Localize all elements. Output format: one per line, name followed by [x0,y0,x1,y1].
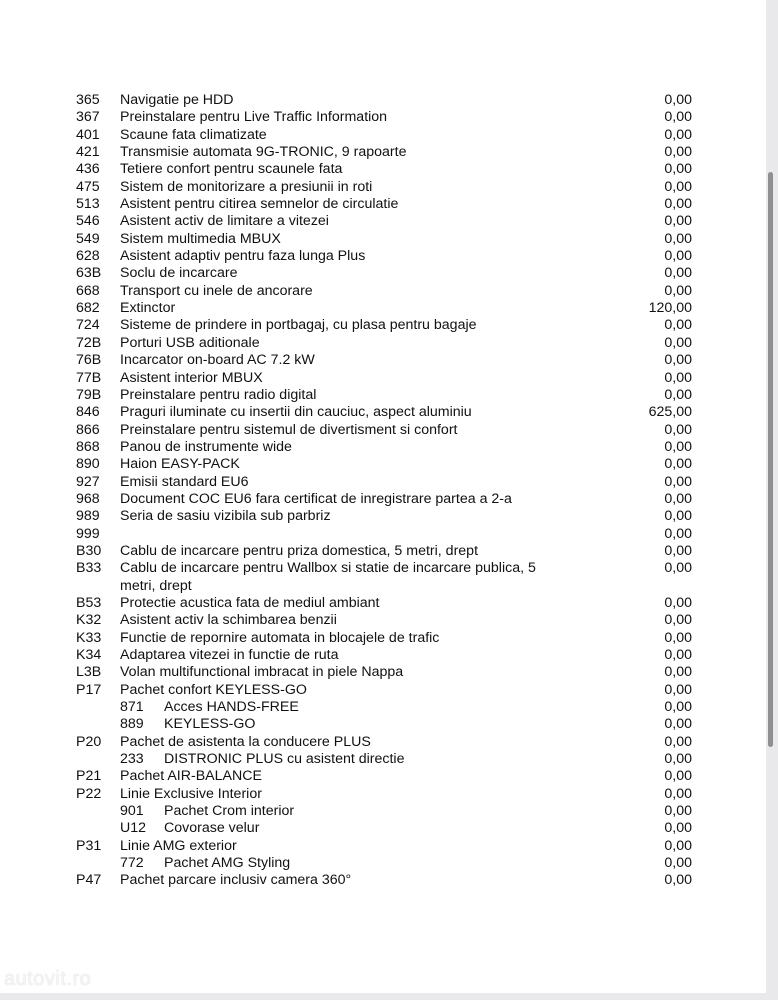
option-row [76,855,692,872]
option-price: 0,00 [664,681,692,698]
option-price: 0,00 [664,178,692,195]
option-price: 0,00 [664,473,692,490]
option-code: 63B [76,265,102,282]
option-code: 989 [76,508,100,525]
sub-option-label: Covorase velur [164,820,260,837]
option-code: 513 [76,196,100,213]
option-code: 76B [76,352,102,369]
option-description: Document COC EU6 fara certificat de inregistrare partea a 2-a [120,490,512,507]
option-row [76,612,692,629]
option-row [76,508,692,525]
option-description [120,526,692,543]
option-price: 0,00 [664,560,692,577]
sub-option-code: 901 [120,803,144,820]
sub-option-label: Pachet AMG Styling [164,855,291,872]
option-price: 0,00 [664,664,692,681]
option-code: B30 [76,542,102,559]
option-price: 0,00 [664,421,692,438]
option-row [76,647,692,664]
option-description: Praguri iluminate cu insertii din cauciuc, aspect aluminiu [120,404,472,421]
option-code [76,699,120,716]
option-price: 0,00 [664,542,692,559]
option-row [76,595,692,612]
option-price: 0,00 [664,716,692,733]
option-price: 0,00 [664,612,692,629]
option-code: 421 [76,144,100,161]
option-price: 0,00 [664,369,692,386]
option-price: 0,00 [664,438,692,455]
option-code: B53 [76,594,102,611]
option-description: Pachet confort KEYLESS-GO [120,681,307,698]
option-price: 0,00 [664,248,692,265]
option-price: 0,00 [664,282,692,299]
sub-option-code: 871 [120,699,144,716]
option-row [76,422,692,439]
option-code: 927 [76,473,100,490]
sub-option-label: DISTRONIC PLUS cu asistent directie [164,751,405,768]
option-price: 0,00 [664,820,692,837]
option-description: Linie Exclusive Interior [120,785,262,802]
option-row [76,456,692,473]
option-code: 682 [76,300,100,317]
option-code: K34 [76,647,102,663]
option-description: Soclu de incarcare [120,265,238,282]
option-description [120,803,692,820]
option-code [76,716,120,733]
option-code: 546 [76,213,100,230]
option-code: 436 [76,161,100,178]
option-description: Haion EASY-PACK [120,456,240,473]
option-row [76,144,692,161]
option-row [76,803,692,820]
option-code: K33 [76,629,102,646]
option-code: P31 [76,837,102,854]
option-row [76,109,692,126]
option-code: P21 [76,768,102,785]
option-code: 724 [76,317,100,334]
option-description: Panou de instrumente wide [120,438,292,455]
option-row [76,92,692,109]
option-description [120,716,692,733]
option-code: 72B [76,334,102,351]
option-row [76,560,692,595]
option-price: 0,00 [664,161,692,178]
option-price: 0,00 [664,265,692,282]
option-code: 968 [76,490,100,507]
option-row [76,664,692,681]
option-price: 0,00 [664,456,692,473]
option-row [76,439,692,456]
option-row [76,716,692,733]
option-row [76,786,692,803]
option-description [120,820,692,837]
option-price: 0,00 [664,629,692,646]
option-code [76,803,120,820]
sub-option-code: 233 [120,751,144,768]
option-price: 120,00 [648,300,692,317]
option-code: 367 [76,109,100,126]
options-list [76,92,692,890]
option-description: Asistent pentru citirea semnelor de circulatie [120,196,399,213]
option-description: Preinstalare pentru radio digital [120,386,317,403]
option-description: Porturi USB aditionale [120,334,260,351]
option-description: Navigatie pe HDD [120,92,234,108]
option-price: 625,00 [648,404,692,421]
option-price: 0,00 [664,213,692,230]
option-description [120,751,692,768]
option-row [76,734,692,751]
option-row [76,231,692,248]
option-row [76,335,692,352]
sub-option-code: 772 [120,855,144,872]
option-row [76,283,692,300]
option-description: Sistem de monitorizare a presiunii in roti [120,178,373,195]
option-code: 890 [76,456,100,473]
scrollbar[interactable] [768,172,773,747]
option-row [76,179,692,196]
option-code: 868 [76,438,100,455]
option-description: Extinctor [120,300,176,317]
option-description: Cablu de incarcare pentru priza domestica, 5 metri, drept [120,542,479,559]
option-description: Functie de repornire automata in blocajele de trafic [120,629,440,646]
option-code: P47 [76,872,102,889]
option-price: 0,00 [664,855,692,872]
option-row [76,387,692,404]
option-description: Adaptarea vitezei in functie de ruta [120,647,339,663]
option-code: P20 [76,733,102,750]
option-code: 401 [76,126,100,143]
option-code: 668 [76,282,100,299]
sub-option-code: 889 [120,716,144,733]
option-price: 0,00 [664,768,692,785]
option-code: 999 [76,525,100,542]
option-price: 0,00 [664,196,692,213]
option-row [76,872,692,889]
option-code: B33 [76,560,102,577]
option-code: P22 [76,785,102,802]
option-code [76,820,120,837]
option-price: 0,00 [664,733,692,750]
option-price: 0,00 [664,872,692,889]
option-row [76,248,692,265]
option-description: Cablu de incarcare pentru Wallbox si statie de incarcare publica, 5 metri, drept [120,560,536,594]
option-row [76,265,692,282]
option-price: 0,00 [664,699,692,716]
option-description: Sisteme de prindere in portbagaj, cu plasa pentru bagaje [120,317,477,334]
option-description: Scaune fata climatizate [120,126,267,143]
option-row [76,161,692,178]
option-description: Transmisie automata 9G-TRONIC, 9 rapoarte [120,144,407,161]
option-description: Preinstalare pentru Live Traffic Information [120,109,388,126]
option-code: L3B [76,664,102,681]
option-code: K32 [76,612,102,629]
option-code: 77B [76,369,102,386]
option-code: 846 [76,404,100,421]
option-description [120,699,692,716]
option-row [76,682,692,699]
option-price: 0,00 [664,647,692,663]
option-code: P17 [76,681,102,698]
option-row [76,213,692,230]
option-description: Protectie acustica fata de mediul ambiant [120,594,380,611]
option-price: 0,00 [664,109,692,126]
option-row [76,352,692,369]
option-price: 0,00 [664,317,692,334]
option-description: Pachet AIR-BALANCE [120,768,262,785]
option-price: 0,00 [664,490,692,507]
option-description: Tetiere confort pentru scaunele fata [120,161,343,178]
option-row [76,526,692,543]
option-description: Asistent activ la schimbarea benzii [120,612,337,629]
option-row [76,630,692,647]
option-description: Asistent activ de limitare a vitezei [120,213,329,230]
option-row [76,474,692,491]
option-row [76,543,692,560]
option-row [76,838,692,855]
option-price: 0,00 [664,751,692,768]
option-price: 0,00 [664,785,692,802]
option-row [76,300,692,317]
option-description: Preinstalare pentru sistemul de divertisment si confort [120,421,458,438]
option-price: 0,00 [664,92,692,108]
option-price: 0,00 [664,837,692,854]
option-description: Seria de sasiu vizibila sub parbriz [120,508,331,525]
option-description: Asistent interior MBUX [120,369,263,386]
option-code [76,751,120,768]
sub-option-code: U12 [120,820,147,837]
option-row [76,317,692,334]
option-price: 0,00 [664,508,692,525]
option-description: Incarcator on-board AC 7.2 kW [120,352,315,369]
sub-option-label: KEYLESS-GO [164,716,256,733]
option-row [76,751,692,768]
option-row [76,491,692,508]
option-code: 79B [76,386,102,403]
option-code: 628 [76,248,100,265]
option-code: 866 [76,421,100,438]
option-description: Sistem multimedia MBUX [120,230,281,247]
option-row [76,404,692,421]
option-price: 0,00 [664,525,692,542]
option-description [120,855,692,872]
option-description: Pachet parcare inclusiv camera 360° [120,872,352,889]
option-code: 365 [76,92,100,108]
option-description: Emisii standard EU6 [120,473,249,490]
option-description: Volan multifunctional imbracat in piele Nappa [120,664,404,681]
option-row [76,768,692,785]
sub-option-label: Acces HANDS-FREE [164,699,299,716]
sub-option-label: Pachet Crom interior [164,803,295,820]
option-row [76,127,692,144]
option-price: 0,00 [664,352,692,369]
option-price: 0,00 [664,594,692,611]
option-row [76,820,692,837]
option-price: 0,00 [664,334,692,351]
option-row [76,196,692,213]
option-row [76,699,692,716]
option-description: Transport cu inele de ancorare [120,282,313,299]
watermark: autovit.ro [4,968,92,990]
option-code: 475 [76,178,100,195]
option-price: 0,00 [664,144,692,161]
option-description: Linie AMG exterior [120,837,237,854]
option-price: 0,00 [664,386,692,403]
option-row [76,370,692,387]
option-code [76,855,120,872]
option-price: 0,00 [664,803,692,820]
option-price: 0,00 [664,126,692,143]
option-description: Pachet de asistenta la conducere PLUS [120,733,371,750]
option-code: 549 [76,230,100,247]
option-price: 0,00 [664,230,692,247]
option-description: Asistent adaptiv pentru faza lunga Plus [120,248,366,265]
